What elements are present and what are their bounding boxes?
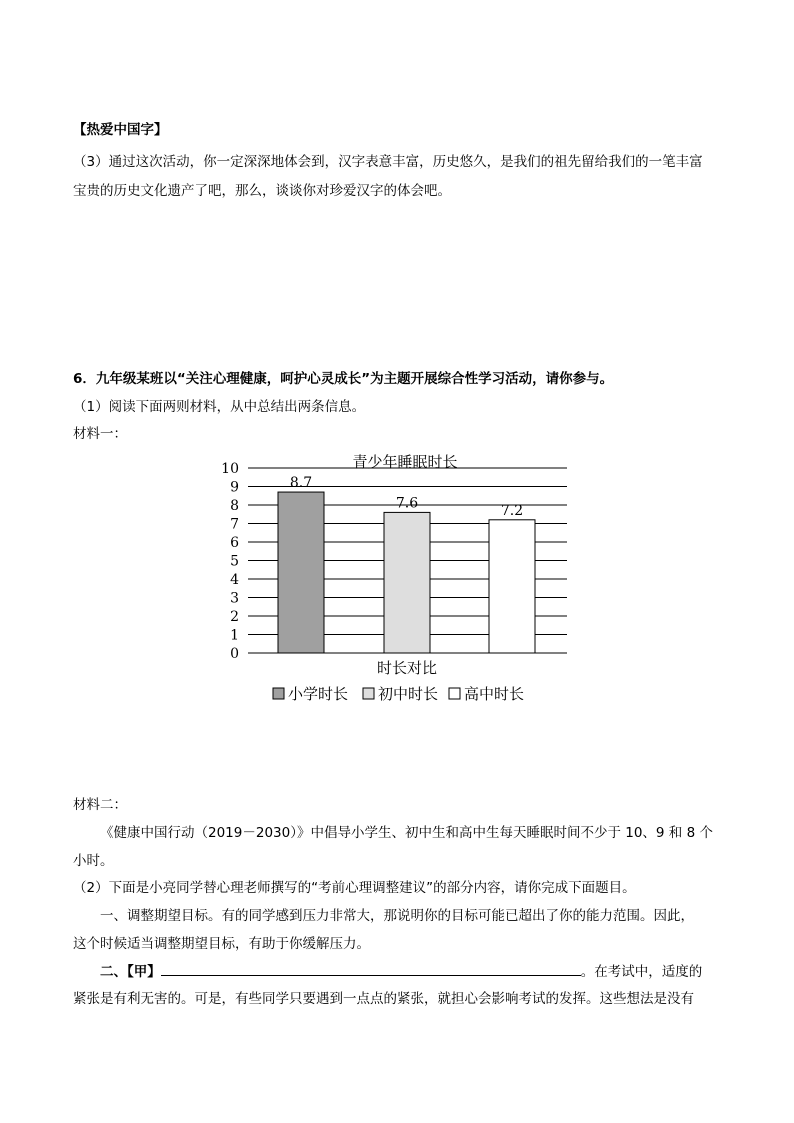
bar-value-label: 7.2 — [500, 502, 524, 519]
advice-1-line-2: 这个时候适当调整期望目标，有助于你缓解压力。 — [73, 936, 370, 952]
material-2-label: 材料二： — [73, 797, 127, 813]
advice-1-line-1: 一、调整期望目标。有的同学感到压力非常大，那说明你的目标可能已超出了你的能力范围。因此， — [100, 908, 694, 924]
legend-label: 高中时长 — [464, 685, 525, 703]
bar-value-label: 7.6 — [395, 495, 419, 512]
chart-legend — [273, 685, 524, 703]
material-2-line-1: 《健康中国行动（2019－2030）》中倡导小学生、初中生和高中生每天睡眠时间不少于 10、9 和 8 个 — [100, 825, 713, 841]
sleep-duration-bar-chart — [215, 445, 585, 715]
q6-title: 6．九年级某班以“关注心理健康，呵护心灵成长”为主题开展综合性学习活动，请你参与。 — [73, 371, 614, 387]
y-tick-label: 2 — [230, 609, 239, 625]
q3-line-1: （3）通过这次活动，你一定深深地体会到，汉字表意丰富，历史悠久，是我们的祖先留给我们的一笔丰富 — [73, 154, 703, 170]
q6-subquestion-2: （2）下面是小亮同学替心理老师撰写的“考前心理调整建议”的部分内容，请你完成下面题目。 — [73, 880, 636, 896]
material-2-line-2: 小时。 — [73, 853, 114, 869]
y-tick-label: 10 — [221, 461, 239, 477]
advice-2-line-1 — [100, 961, 702, 982]
chart-y-axis — [221, 461, 239, 662]
y-tick-label: 9 — [230, 479, 239, 496]
bar-2 — [384, 512, 430, 653]
chart-bars — [278, 492, 535, 653]
y-tick-label: 8 — [230, 498, 239, 514]
legend-swatch — [363, 688, 374, 699]
bar-value-label: 8.7 — [289, 475, 313, 492]
y-tick-label: 4 — [230, 572, 239, 588]
y-tick-label: 0 — [230, 646, 239, 662]
advice-2-line-2: 紧张是有利无害的。可是，有些同学只要遇到一点点的紧张，就担心会影响考试的发挥。这些想法是没有 — [73, 991, 694, 1007]
legend-swatch — [449, 688, 460, 699]
answer-blank-jia[interactable] — [161, 961, 581, 976]
y-tick-label: 6 — [230, 535, 239, 551]
legend-label: 小学时长 — [288, 685, 349, 703]
legend-label: 初中时长 — [378, 685, 439, 703]
material-1-label: 材料一： — [73, 426, 127, 442]
y-tick-label: 1 — [230, 627, 239, 644]
legend-swatch — [273, 688, 284, 699]
y-tick-label: 7 — [230, 516, 239, 533]
q3-line-2: 宝贵的历史文化遗产了吧，那么，谈谈你对珍爱汉字的体会吧。 — [73, 183, 451, 199]
q6-subquestion-1: （1）阅读下面两则材料，从中总结出两条信息。 — [73, 399, 366, 415]
bar-3 — [489, 520, 535, 653]
chart-x-axis-label: 时长对比 — [376, 659, 438, 677]
section-heading: 【热爱中国字】 — [73, 122, 168, 138]
advice-2-prefix: 二、【甲】 — [100, 964, 161, 980]
y-tick-label: 3 — [230, 590, 239, 607]
chart-title: 青少年睡眠时长 — [352, 453, 458, 471]
bar-1 — [278, 492, 324, 653]
y-tick-label: 5 — [230, 553, 239, 570]
advice-2-suffix: 。在考试中，适度的 — [580, 964, 703, 980]
